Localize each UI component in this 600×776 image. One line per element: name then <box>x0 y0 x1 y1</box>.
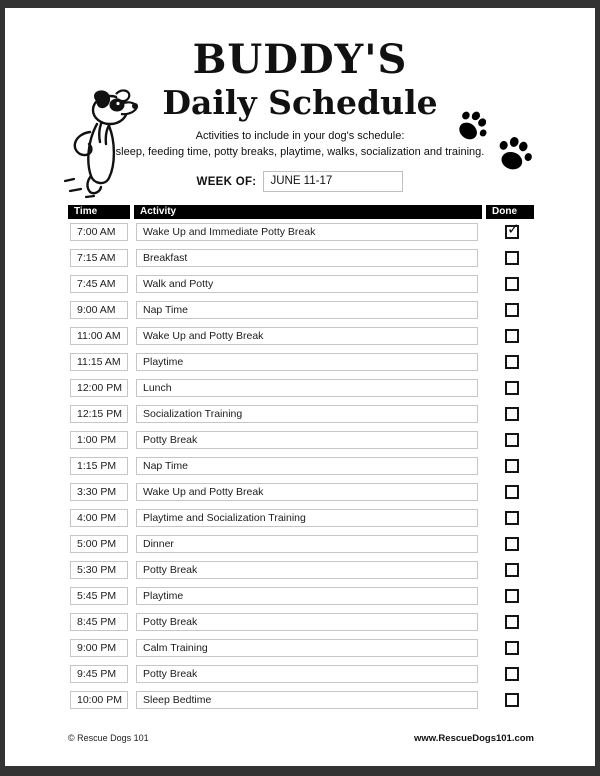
done-checkbox[interactable] <box>505 303 519 317</box>
done-checkbox[interactable] <box>505 511 519 525</box>
column-header-activity: Activity <box>134 205 482 219</box>
column-header-time: Time <box>68 205 130 219</box>
time-field[interactable]: 5:00 PM <box>70 535 128 553</box>
subtitle-line1: Activities to include in your dog's schedule: <box>195 130 405 142</box>
table-row <box>68 275 534 293</box>
table-row <box>68 535 534 553</box>
time-field[interactable]: 12:00 PM <box>70 379 128 397</box>
activity-field[interactable]: Sleep Bedtime <box>136 691 478 709</box>
done-checkbox[interactable] <box>505 277 519 291</box>
activity-field[interactable]: Potty Break <box>136 431 478 449</box>
week-of-input[interactable]: JUNE 11-17 <box>263 171 403 192</box>
week-of-label: WEEK OF: <box>196 175 257 188</box>
week-of-row <box>5 171 595 192</box>
table-row <box>68 509 534 527</box>
page-title: BUDDY'S <box>192 36 408 83</box>
time-field[interactable]: 1:00 PM <box>70 431 128 449</box>
done-checkbox[interactable] <box>505 329 519 343</box>
activity-field[interactable]: Wake Up and Potty Break <box>136 327 478 345</box>
table-row <box>68 249 534 267</box>
time-field[interactable]: 7:45 AM <box>70 275 128 293</box>
table-row <box>68 220 534 241</box>
table-row <box>68 327 534 345</box>
time-field[interactable]: 9:00 PM <box>70 639 128 657</box>
time-field[interactable]: 11:00 AM <box>70 327 128 345</box>
activity-field[interactable]: Potty Break <box>136 613 478 631</box>
table-row <box>68 431 534 449</box>
page-title-line2: Daily Schedule <box>162 83 438 122</box>
done-checkbox[interactable] <box>505 485 519 499</box>
done-checkbox[interactable] <box>505 693 519 707</box>
done-checkbox[interactable] <box>505 433 519 447</box>
activity-field[interactable]: Potty Break <box>136 665 478 683</box>
website-link[interactable]: www.RescueDogs101.com <box>413 733 534 744</box>
time-field[interactable]: 5:45 PM <box>70 587 128 605</box>
table-row <box>68 613 534 631</box>
time-field[interactable]: 7:00 AM <box>70 223 128 241</box>
table-row <box>68 483 534 501</box>
done-checkbox[interactable] <box>505 251 519 265</box>
activity-field[interactable]: Nap Time <box>136 457 478 475</box>
activity-field[interactable]: Walk and Potty <box>136 275 478 293</box>
activity-field[interactable]: Dinner <box>136 535 478 553</box>
time-field[interactable]: 3:30 PM <box>70 483 128 501</box>
table-row <box>68 405 534 423</box>
schedule-rows <box>68 220 534 709</box>
page-footer <box>68 733 534 744</box>
activity-field[interactable]: Wake Up and Potty Break <box>136 483 478 501</box>
table-row <box>68 665 534 683</box>
table-row <box>68 561 534 579</box>
time-field[interactable]: 7:15 AM <box>70 249 128 267</box>
time-field[interactable]: 8:45 PM <box>70 613 128 631</box>
time-field[interactable]: 5:30 PM <box>70 561 128 579</box>
table-row <box>68 301 534 319</box>
time-field[interactable]: 11:15 AM <box>70 353 128 371</box>
table-row <box>68 353 534 371</box>
activity-field[interactable]: Breakfast <box>136 249 478 267</box>
activity-field[interactable]: Wake Up and Immediate Potty Break <box>136 223 478 241</box>
checkmark-icon: ✓ <box>507 220 520 238</box>
table-row <box>68 457 534 475</box>
time-field[interactable]: 10:00 PM <box>70 691 128 709</box>
time-field[interactable]: 1:15 PM <box>70 457 128 475</box>
table-row <box>68 379 534 397</box>
done-checkbox[interactable] <box>505 355 519 369</box>
done-checkbox[interactable] <box>505 459 519 473</box>
time-field[interactable]: 9:45 PM <box>70 665 128 683</box>
copyright-text: © Rescue Dogs 101 <box>68 733 149 743</box>
activity-field[interactable]: Calm Training <box>136 639 478 657</box>
done-checkbox[interactable] <box>505 563 519 577</box>
time-field[interactable]: 4:00 PM <box>70 509 128 527</box>
column-header-done: Done <box>486 205 534 219</box>
table-row <box>68 639 534 657</box>
subtitle-line2: sleep, feeding time, potty breaks, playtime, walks, socialization and training. <box>115 146 485 158</box>
done-checkbox[interactable] <box>505 381 519 395</box>
done-checkbox[interactable] <box>505 537 519 551</box>
activity-field[interactable]: Nap Time <box>136 301 478 319</box>
activity-field[interactable]: Playtime <box>136 353 478 371</box>
time-field[interactable]: 12:15 PM <box>70 405 128 423</box>
table-row <box>68 587 534 605</box>
table-header-row <box>68 205 534 219</box>
activity-field[interactable]: Potty Break <box>136 561 478 579</box>
done-checkbox[interactable] <box>505 407 519 421</box>
done-checkbox[interactable] <box>505 641 519 655</box>
done-checkbox[interactable] <box>505 667 519 681</box>
time-field[interactable]: 9:00 AM <box>70 301 128 319</box>
activity-field[interactable]: Socialization Training <box>136 405 478 423</box>
done-checkbox[interactable] <box>505 220 520 239</box>
table-row <box>68 691 534 709</box>
schedule-table <box>68 205 534 709</box>
done-checkbox[interactable] <box>505 589 519 603</box>
done-checkbox[interactable] <box>505 615 519 629</box>
activity-field[interactable]: Playtime <box>136 587 478 605</box>
activity-field[interactable]: Lunch <box>136 379 478 397</box>
activity-field[interactable]: Playtime and Socialization Training <box>136 509 478 527</box>
